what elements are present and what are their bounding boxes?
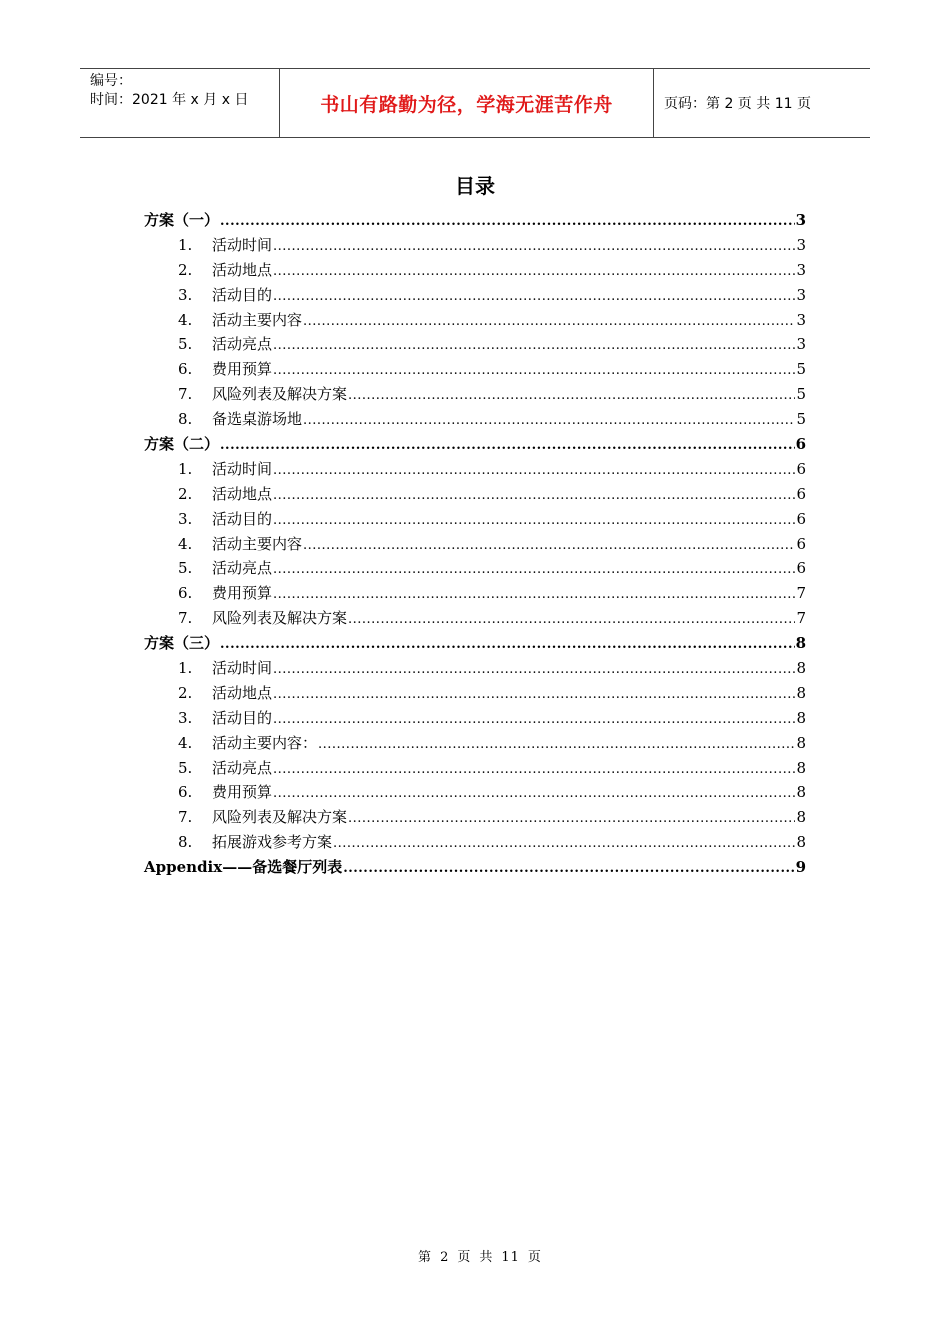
toc-item-number: 5. xyxy=(178,559,193,578)
toc-item-entry[interactable] xyxy=(144,656,806,681)
toc-leader-dots xyxy=(273,457,795,482)
toc-item-number: 8. xyxy=(178,833,193,852)
toc-item-entry[interactable] xyxy=(144,581,806,606)
toc-item-entry[interactable] xyxy=(144,407,806,432)
toc-leader-dots xyxy=(273,556,795,581)
toc-item-number: 1. xyxy=(178,659,193,678)
toc-page-number: 6 xyxy=(796,459,806,478)
toc-item-number: 7. xyxy=(178,609,193,628)
toc-leader-dots xyxy=(220,432,795,457)
toc-item-label: 备选桌游场地 xyxy=(212,410,303,429)
toc-leader-dots xyxy=(303,308,795,333)
document-number-label: 编号： xyxy=(90,73,132,89)
toc-item-number: 6. xyxy=(178,360,193,379)
toc-page-number: 3 xyxy=(796,285,806,304)
toc-page-number: 6 xyxy=(795,435,806,454)
header-page-info: 页码：第 2 页 共 11 页 xyxy=(664,96,811,112)
toc-leader-dots xyxy=(303,532,795,557)
toc-item-entry[interactable] xyxy=(144,357,806,382)
toc-page-number: 6 xyxy=(796,509,806,528)
toc-item-entry[interactable] xyxy=(144,482,806,507)
toc-item-label: 活动地点 xyxy=(212,260,273,279)
toc-item-number: 3. xyxy=(178,285,193,304)
toc-item-label: 费用预算 xyxy=(212,360,273,379)
toc-item-number: 7. xyxy=(178,808,193,827)
toc-leader-dots xyxy=(273,283,795,308)
toc-item-label: 风险列表及解决方案 xyxy=(212,808,348,827)
toc-leader-dots xyxy=(273,357,795,382)
toc-leader-dots xyxy=(273,706,795,731)
toc-leader-dots xyxy=(220,631,795,656)
toc-item-entry[interactable] xyxy=(144,507,806,532)
page-header xyxy=(80,68,870,138)
toc-page-number: 8 xyxy=(796,708,806,727)
toc-page-number: 3 xyxy=(796,260,806,279)
page-footer xyxy=(0,1246,950,1265)
toc-section-entry[interactable] xyxy=(144,208,806,233)
toc-item-label: 活动时间 xyxy=(212,659,273,678)
toc-page-number: 8 xyxy=(796,733,806,752)
toc-leader-dots xyxy=(273,780,795,805)
toc-item-label: 活动目的 xyxy=(212,285,273,304)
toc-item-entry[interactable] xyxy=(144,233,806,258)
toc-page-number: 8 xyxy=(796,758,806,777)
footer-text-2: 页 xyxy=(457,1250,472,1265)
toc-leader-dots xyxy=(348,606,795,631)
toc-section-label: 方案（三） xyxy=(144,634,220,653)
toc-section-label: 方案（一） xyxy=(144,211,220,229)
toc-page-number: 8 xyxy=(796,808,806,827)
toc-item-label: 活动目的 xyxy=(212,509,273,528)
toc-page-number: 6 xyxy=(796,534,806,553)
toc-title: 目录 xyxy=(455,174,495,198)
toc-page-number: 8 xyxy=(796,833,806,852)
toc-page-number: 5 xyxy=(796,360,806,379)
footer-current-page: 2 xyxy=(440,1250,450,1265)
toc-leader-dots xyxy=(273,507,795,532)
toc-section-label: 方案（二） xyxy=(144,435,220,454)
toc-item-entry[interactable] xyxy=(144,332,806,357)
toc-item-number: 2. xyxy=(178,683,193,702)
toc-leader-dots xyxy=(220,208,795,233)
toc-page-number: 7 xyxy=(796,584,806,603)
toc-item-entry[interactable] xyxy=(144,706,806,731)
toc-item-entry[interactable] xyxy=(144,457,806,482)
toc-item-entry[interactable] xyxy=(144,681,806,706)
toc-leader-dots xyxy=(273,681,795,706)
toc-section-label: Appendix——备选餐厅列表 xyxy=(144,858,343,877)
toc-item-number: 4. xyxy=(178,534,193,553)
toc-leader-dots xyxy=(273,581,795,606)
toc-leader-dots xyxy=(273,233,795,258)
toc-section-entry[interactable] xyxy=(144,631,806,656)
toc-item-label: 活动时间 xyxy=(212,235,273,254)
toc-item-label: 费用预算 xyxy=(212,584,273,603)
toc-item-label: 活动主要内容 xyxy=(212,534,303,553)
toc-leader-dots xyxy=(273,656,795,681)
header-motto: 书山有路勤为径，学海无涯苦作舟 xyxy=(280,69,654,137)
toc-item-label: 活动地点 xyxy=(212,484,273,503)
toc-item-label: 活动亮点 xyxy=(212,335,273,354)
toc-item-label: 活动主要内容 xyxy=(212,310,303,329)
toc-item-number: 4. xyxy=(178,310,193,329)
toc-item-entry[interactable] xyxy=(144,382,806,407)
toc-item-label: 活动主要内容： xyxy=(212,733,318,752)
toc-leader-dots xyxy=(303,407,795,432)
toc-page-number: 6 xyxy=(796,559,806,578)
toc-item-number: 5. xyxy=(178,758,193,777)
toc-item-number: 8. xyxy=(178,410,193,429)
toc-item-number: 2. xyxy=(178,260,193,279)
footer-text-4: 页 xyxy=(527,1250,542,1265)
toc-item-label: 活动亮点 xyxy=(212,758,273,777)
toc-page-number: 3 xyxy=(796,235,806,254)
toc-leader-dots xyxy=(333,830,795,855)
toc-page-number: 7 xyxy=(796,609,806,628)
toc-page-number: 8 xyxy=(796,683,806,702)
toc-item-label: 风险列表及解决方案 xyxy=(212,385,348,404)
toc-item-entry[interactable] xyxy=(144,731,806,756)
toc-item-entry[interactable] xyxy=(144,308,806,333)
toc-leader-dots xyxy=(273,332,795,357)
toc-item-number: 3. xyxy=(178,708,193,727)
toc-leader-dots xyxy=(273,482,795,507)
toc-item-entry[interactable] xyxy=(144,532,806,557)
toc-item-entry[interactable] xyxy=(144,556,806,581)
toc-item-label: 风险列表及解决方案 xyxy=(212,609,348,628)
table-of-contents xyxy=(144,208,806,880)
header-meta xyxy=(80,69,280,137)
toc-leader-dots xyxy=(343,855,794,880)
toc-page-number: 9 xyxy=(795,858,806,877)
toc-item-number: 6. xyxy=(178,783,193,802)
toc-item-number: 6. xyxy=(178,584,193,603)
document-date-label: 时间：2021 年 x 月 x 日 xyxy=(90,92,249,108)
toc-item-entry[interactable] xyxy=(144,756,806,781)
footer-text-3: 共 xyxy=(479,1250,494,1265)
toc-item-entry[interactable] xyxy=(144,283,806,308)
toc-leader-dots xyxy=(318,731,795,756)
toc-item-label: 活动目的 xyxy=(212,708,273,727)
toc-page-number: 5 xyxy=(796,385,806,404)
toc-page-number: 6 xyxy=(796,484,806,503)
toc-item-label: 活动地点 xyxy=(212,683,273,702)
toc-item-entry[interactable] xyxy=(144,258,806,283)
toc-item-entry[interactable] xyxy=(144,780,806,805)
toc-item-number: 5. xyxy=(178,335,193,354)
toc-item-number: 7. xyxy=(178,385,193,404)
toc-page-number: 3 xyxy=(796,335,806,354)
toc-item-number: 1. xyxy=(178,459,193,478)
toc-item-label: 拓展游戏参考方案 xyxy=(212,833,333,852)
toc-item-number: 4. xyxy=(178,733,193,752)
toc-item-number: 1. xyxy=(178,235,193,254)
footer-total-pages: 11 xyxy=(501,1250,520,1265)
toc-item-entry[interactable] xyxy=(144,830,806,855)
toc-section-entry[interactable] xyxy=(144,855,806,880)
toc-item-entry[interactable] xyxy=(144,606,806,631)
toc-page-number: 5 xyxy=(796,410,806,429)
toc-item-label: 费用预算 xyxy=(212,783,273,802)
toc-section-entry[interactable] xyxy=(144,432,806,457)
toc-item-label: 活动时间 xyxy=(212,459,273,478)
toc-page-number: 8 xyxy=(796,783,806,802)
toc-leader-dots xyxy=(273,258,795,283)
footer-text-1: 第 xyxy=(418,1250,433,1265)
toc-page-number: 8 xyxy=(795,634,806,653)
toc-item-number: 2. xyxy=(178,484,193,503)
toc-page-number: 8 xyxy=(796,659,806,678)
toc-item-entry[interactable] xyxy=(144,805,806,830)
toc-item-label: 活动亮点 xyxy=(212,559,273,578)
toc-page-number: 3 xyxy=(795,211,806,229)
toc-item-number: 3. xyxy=(178,509,193,528)
toc-leader-dots xyxy=(273,756,795,781)
toc-page-number: 3 xyxy=(796,310,806,329)
toc-leader-dots xyxy=(348,382,795,407)
toc-leader-dots xyxy=(348,805,795,830)
